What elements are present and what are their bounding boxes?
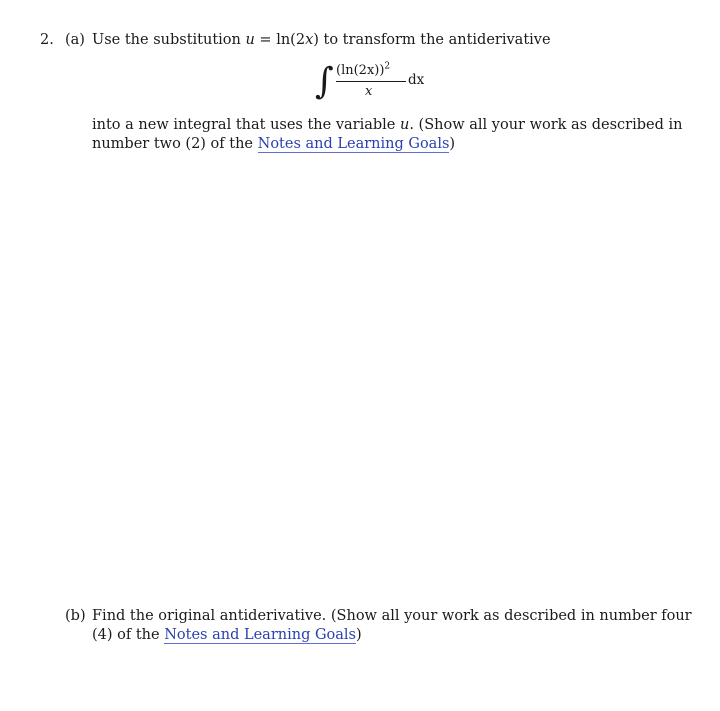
part-b-line2-end: ) <box>356 627 362 643</box>
part-b-line2-start: (4) of the <box>92 627 165 643</box>
numerator-text: (ln(2x)) <box>336 63 385 78</box>
sub-equation: = ln(2 <box>254 32 306 48</box>
problem-number: 2. <box>40 32 54 48</box>
part-a-line1-text: into a new integral that uses the variable <box>92 117 400 133</box>
part-a-line1-end: . (Show all your work as described in <box>409 117 683 133</box>
part-b-label: (b) <box>65 608 86 624</box>
part-a-line2-end: ) <box>449 136 456 152</box>
part-b-line2 <box>92 626 362 644</box>
integral-denominator: x <box>365 84 373 99</box>
sub-close: ) to transform the antiderivative <box>313 32 551 48</box>
part-a-line1-var: u <box>400 117 410 133</box>
fraction-bar <box>336 81 406 82</box>
part-a-intro-text: Use the substitution <box>92 32 246 48</box>
sub-variable: u <box>245 32 255 48</box>
part-a-line2 <box>92 135 455 153</box>
integral-differential: dx <box>408 72 425 88</box>
part-a-line2-start: number two (2) of the <box>92 136 258 152</box>
notes-learning-goals-link-a[interactable]: Notes and Learning Goals <box>257 136 450 152</box>
part-b-line1: Find the original antiderivative. (Show all your work as described in number four <box>92 608 692 624</box>
part-a-line1 <box>92 116 682 134</box>
integral-numerator <box>336 63 390 79</box>
sub-x: x <box>305 32 314 48</box>
numerator-exponent: 2 <box>384 61 391 72</box>
integral-sign: ∫ <box>315 61 334 102</box>
notes-learning-goals-link-b[interactable]: Notes and Learning Goals <box>164 627 356 643</box>
part-a-label: (a) <box>65 32 85 48</box>
integral-expression <box>315 60 445 106</box>
part-a-intro <box>92 31 551 49</box>
